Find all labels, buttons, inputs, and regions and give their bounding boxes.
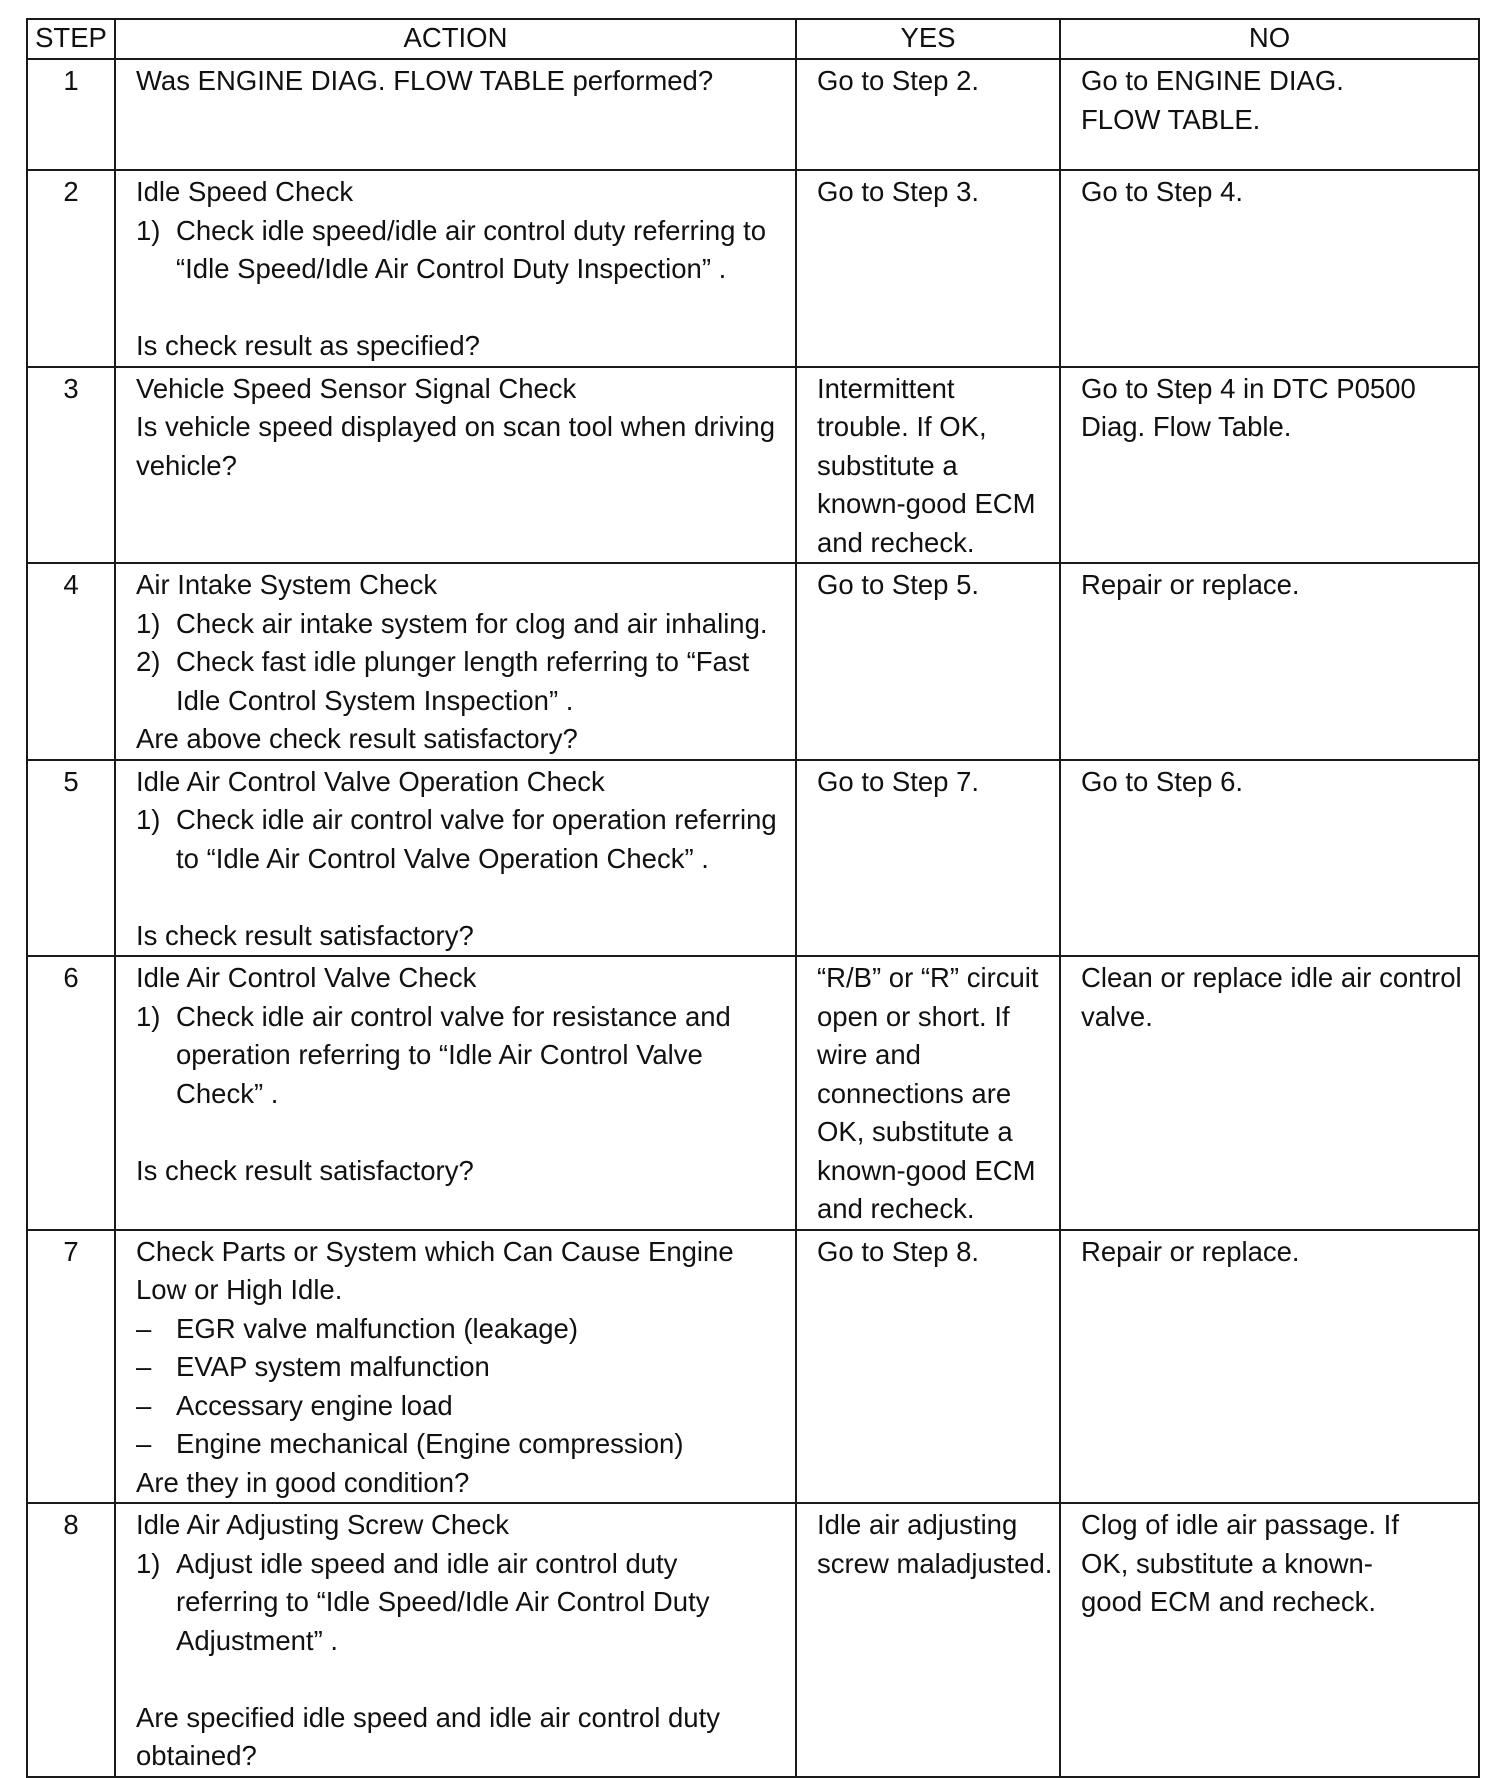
- action-step: [136, 1348, 787, 1387]
- step-number: 8: [27, 1503, 115, 1777]
- action-step-text: Engine mechanical (Engine compression): [176, 1428, 684, 1459]
- action-question: Is check result satisfactory?: [136, 919, 474, 951]
- action-step-marker: –: [136, 1389, 152, 1421]
- spacer: [136, 878, 787, 917]
- table-row: [27, 563, 1479, 760]
- yes-cell: “R/B” or “R” circuit open or short. If wire and connections are OK, substitute a known-good ECM and recheck.: [796, 956, 1060, 1230]
- action-cell: [115, 956, 796, 1230]
- no-cell: Repair or replace.: [1060, 563, 1479, 760]
- action-step-marker: 1): [136, 607, 161, 639]
- action-step-text: Check idle air control valve for resistance and operation referring to “Idle Air Control Valve Check” .: [176, 1000, 731, 1109]
- action-cell: [115, 59, 796, 170]
- action-step-marker: 1): [136, 1000, 161, 1032]
- step-number: 4: [27, 563, 115, 760]
- table-row: [27, 1503, 1479, 1777]
- action-step: [136, 1310, 787, 1349]
- action-step-marker: 1): [136, 1547, 161, 1579]
- spacer: [136, 289, 787, 328]
- no-cell: Clean or replace idle air control valve.: [1060, 956, 1479, 1230]
- header-action: ACTION: [115, 19, 796, 59]
- action-step-text: Check idle air control valve for operation referring to “Idle Air Control Valve Operation Check” .: [176, 804, 777, 874]
- yes-cell: Go to Step 7.: [796, 760, 1060, 957]
- action-step-marker: –: [136, 1428, 152, 1459]
- table-row: [27, 760, 1479, 957]
- action-title: Check Parts or System which Can Cause Engine Low or High Idle.: [136, 1235, 742, 1305]
- action-step-text: Adjust idle speed and idle air control duty referring to “Idle Speed/Idle Air Control Duty Adjustment” .: [176, 1547, 710, 1656]
- action-cell: [115, 1230, 796, 1504]
- action-step: [136, 1545, 787, 1661]
- action-title: Was ENGINE DIAG. FLOW TABLE performed?: [136, 65, 714, 96]
- action-cell: [115, 170, 796, 367]
- spacer: [136, 1113, 787, 1152]
- action-cell: [115, 760, 796, 957]
- action-title: Idle Air Control Valve Operation Check: [136, 765, 605, 797]
- header-step: STEP: [27, 19, 115, 59]
- action-step-text: Accessary engine load: [176, 1389, 453, 1421]
- step-number: 1: [27, 59, 115, 170]
- action-question: Is check result satisfactory?: [136, 1154, 474, 1186]
- action-question: Are above check result satisfactory?: [136, 723, 578, 754]
- yes-cell: Go to Step 8.: [796, 1230, 1060, 1504]
- table-row: [27, 367, 1479, 564]
- action-step-marker: 1): [136, 214, 161, 246]
- action-step: [136, 605, 787, 644]
- action-step-text: Check air intake system for clog and air inhaling.: [176, 607, 768, 639]
- action-step-text: EGR valve malfunction (leakage): [176, 1312, 578, 1344]
- action-cell: [115, 563, 796, 760]
- action-step: [136, 801, 787, 878]
- action-title: Idle Air Adjusting Screw Check: [136, 1509, 509, 1540]
- action-title: Idle Air Control Valve Check: [136, 962, 477, 993]
- action-step: [136, 212, 787, 289]
- action-step-marker: –: [136, 1312, 152, 1344]
- table-row: [27, 59, 1479, 170]
- action-step-marker: –: [136, 1351, 152, 1382]
- action-step: [136, 643, 787, 720]
- action-title: Idle Speed Check: [136, 176, 354, 207]
- no-cell: Go to Step 4 in DTC P0500 Diag. Flow Table.: [1060, 367, 1479, 564]
- action-step-text: EVAP system malfunction: [176, 1351, 490, 1382]
- step-number: 6: [27, 956, 115, 1230]
- no-cell: Clog of idle air passage. If OK, substitute a known-good ECM and recheck.: [1060, 1503, 1479, 1777]
- yes-cell: Idle air adjusting screw maladjusted.: [796, 1503, 1060, 1777]
- yes-cell: Go to Step 5.: [796, 563, 1060, 760]
- header-no: NO: [1060, 19, 1479, 59]
- no-cell: Repair or replace.: [1060, 1230, 1479, 1504]
- no-cell: Go to Step 4.: [1060, 170, 1479, 367]
- action-step: [136, 1425, 787, 1464]
- action-question: Is vehicle speed displayed on scan tool when driving vehicle?: [136, 411, 783, 481]
- action-question: Are they in good condition?: [136, 1466, 470, 1498]
- action-step-marker: 1): [136, 804, 161, 835]
- yes-cell: Go to Step 3.: [796, 170, 1060, 367]
- step-number: 7: [27, 1230, 115, 1504]
- step-number: 2: [27, 170, 115, 367]
- step-number: 5: [27, 760, 115, 957]
- table-row: [27, 956, 1479, 1230]
- action-question: Are specified idle speed and idle air control duty obtained?: [136, 1701, 728, 1771]
- action-step: [136, 998, 787, 1114]
- no-cell: Go to Step 6.: [1060, 760, 1479, 957]
- step-number: 3: [27, 367, 115, 564]
- table-row: [27, 1230, 1479, 1504]
- action-cell: [115, 1503, 796, 1777]
- header-row: [27, 19, 1479, 59]
- action-question: Is check result as specified?: [136, 330, 480, 361]
- yes-cell: Go to Step 2.: [796, 59, 1060, 170]
- action-title: Vehicle Speed Sensor Signal Check: [136, 372, 577, 404]
- action-step-text: Check fast idle plunger length referring to “Fast Idle Control System Inspection” .: [176, 646, 750, 716]
- action-step-text: Check idle speed/idle air control duty referring to “Idle Speed/Idle Air Control Duty Inspection” .: [176, 214, 767, 284]
- action-step: [136, 1387, 787, 1426]
- spacer: [136, 1660, 787, 1699]
- action-step-marker: 2): [136, 646, 161, 677]
- action-title: Air Intake System Check: [136, 569, 438, 600]
- header-yes: YES: [796, 19, 1060, 59]
- table-row: [27, 170, 1479, 367]
- yes-cell: Intermittent trouble. If OK, substitute a known-good ECM and recheck.: [796, 367, 1060, 564]
- action-cell: [115, 367, 796, 564]
- no-cell: Go to ENGINE DIAG. FLOW TABLE.: [1060, 59, 1479, 170]
- diagnostic-flow-table: [26, 18, 1480, 1778]
